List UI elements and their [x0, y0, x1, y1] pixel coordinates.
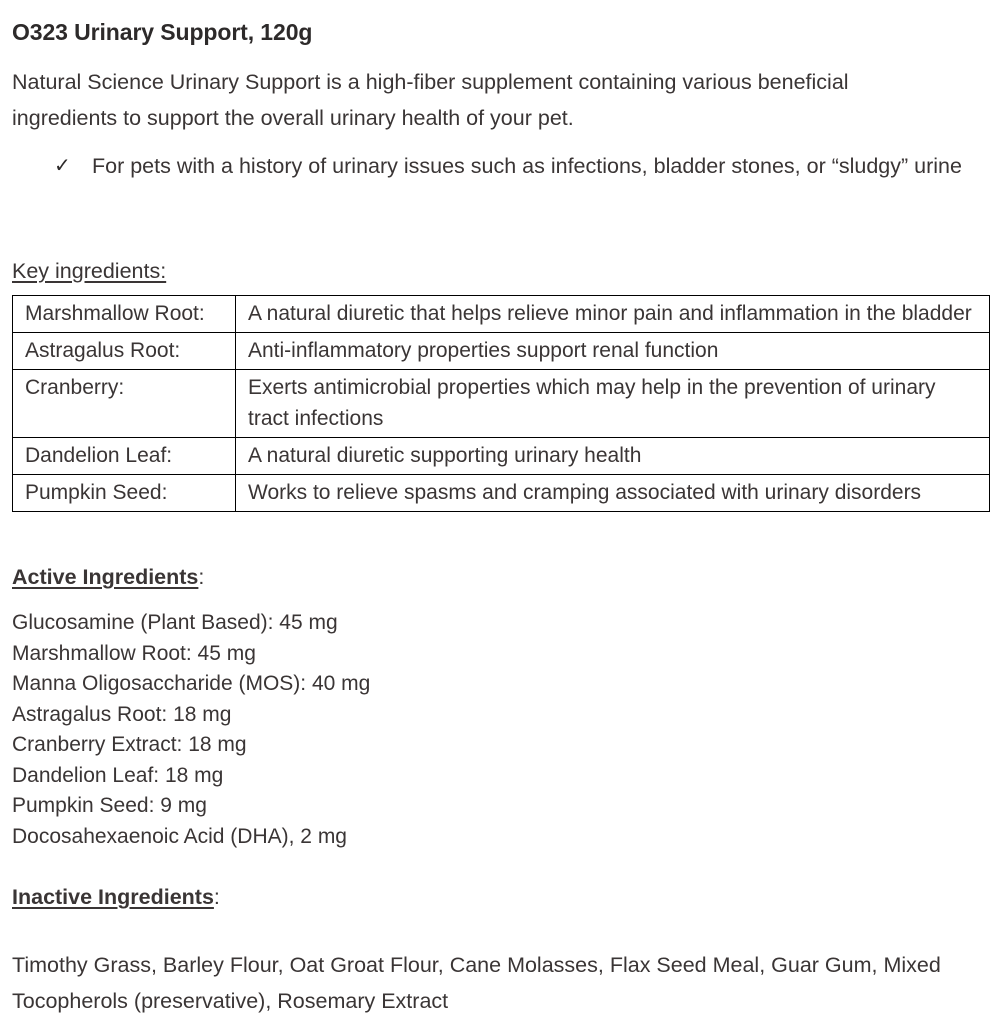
- page-title: O323 Urinary Support, 120g: [12, 19, 313, 46]
- check-mark-icon: ✓: [54, 155, 71, 177]
- active-ingredients-heading: [12, 562, 204, 592]
- list-item: Glucosamine (Plant Based): 45 mg: [12, 611, 338, 634]
- feature-bullet-list: [0, 148, 1000, 185]
- key-ingredients-heading: [12, 256, 166, 286]
- inactive-ingredients-heading-label: Inactive Ingredients: [12, 885, 214, 909]
- table-row: [13, 333, 990, 370]
- intro-paragraph: Natural Science Urinary Support is a high-fiber supplement containing various beneficial ingredients to support the overall urinary health of your pet.: [12, 69, 849, 130]
- table-cell-description: A natural diuretic that helps relieve minor pain and inflammation in the bladder: [236, 296, 990, 333]
- list-item: Manna Oligosaccharide (MOS): 40 mg: [12, 672, 371, 695]
- table-cell-name: Astragalus Root:: [13, 333, 236, 370]
- table-cell-description: Anti-inflammatory properties support renal function: [236, 333, 990, 370]
- list-item: Docosahexaenoic Acid (DHA), 2 mg: [12, 824, 347, 848]
- table-cell-description: Exerts antimicrobial properties which may help in the prevention of urinary tract infections: [236, 370, 990, 438]
- table-row: [13, 370, 990, 438]
- list-item: Cranberry Extract: 18 mg: [12, 733, 247, 756]
- list-item: Marshmallow Root: 45 mg: [12, 641, 256, 665]
- table-cell-name: Marshmallow Root:: [13, 296, 236, 333]
- table-row: [13, 296, 990, 333]
- table-cell-name: Pumpkin Seed:: [13, 475, 236, 512]
- list-item: [0, 148, 1000, 185]
- table-cell-description: Works to relieve spasms and cramping associated with urinary disorders: [236, 475, 990, 512]
- inactive-ingredients-heading-colon: :: [213, 885, 220, 909]
- list-item: Dandelion Leaf: 18 mg: [12, 763, 224, 787]
- inactive-ingredients-heading: [12, 882, 220, 912]
- list-item: Astragalus Root: 18 mg: [12, 702, 232, 726]
- active-ingredients-heading-label: Active Ingredients: [12, 565, 199, 589]
- active-ingredients-heading-colon: :: [198, 565, 205, 589]
- table-row: [13, 475, 990, 512]
- table-cell-name: Dandelion Leaf:: [13, 438, 236, 475]
- table-cell-description: A natural diuretic supporting urinary health: [236, 438, 990, 475]
- list-item-label: For pets with a history of urinary issues such as infections, bladder stones, or “sludgy” urine: [92, 154, 962, 178]
- active-ingredients-list: [12, 608, 612, 852]
- list-item: Pumpkin Seed: 9 mg: [12, 794, 207, 817]
- key-ingredients-table: [12, 295, 990, 512]
- table-cell-name: Cranberry:: [13, 370, 236, 438]
- inactive-ingredients-text: Timothy Grass, Barley Flour, Oat Groat Flour, Cane Molasses, Flax Seed Meal, Guar Gum, Mixed Tocopherols (preservative), Rosemary Extract: [12, 952, 941, 1013]
- table-row: [13, 438, 990, 475]
- key-ingredients-heading-label: Key ingredients:: [12, 259, 167, 283]
